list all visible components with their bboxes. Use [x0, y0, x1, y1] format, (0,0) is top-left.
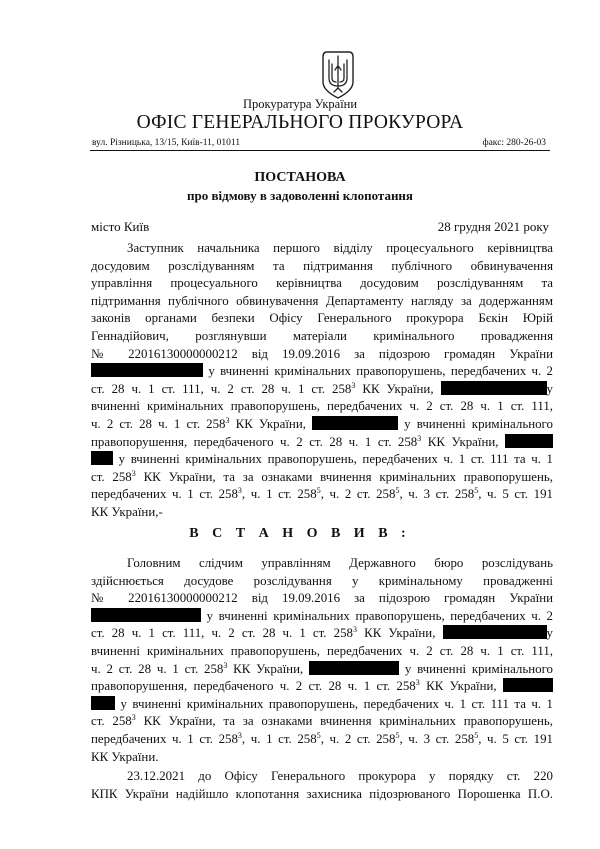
redaction-box: [441, 381, 547, 395]
text-line: ст. $258^3$ КК України, та за ознаками вчинення кримінальних правопорушень,: [91, 713, 553, 729]
text-line: № 22016130000000212 від 19.09.2016 за підозрою громадян України: [91, 591, 553, 606]
office-name: ОФІС ГЕНЕРАЛЬНОГО ПРОКУРОРА: [136, 112, 464, 133]
text-line: КК України,-: [91, 504, 163, 519]
text-line: ст. 28 ч. 1 ст. 111, ч. 2 ст. 28 ч. 1 ст. $258^3$ КК України, у: [91, 625, 553, 641]
text-line: КК України.: [91, 749, 159, 764]
text-line: у вчиненні кримінальних правопорушень, передбачених ч. 2: [91, 608, 553, 626]
office-address: вул. Різницька, 13/15, Київ-11, 01011: [92, 138, 241, 148]
text-line: правопорушення, передбаченого ч. 2 ст. 28 ч. 1 ст. $258^3$ КК України,: [91, 434, 553, 452]
text-line: Заступник начальника першого відділу процесуального керівництва: [127, 241, 553, 255]
text-line: досудовим розслідуванням та підтримання публічного обвинувачення: [91, 258, 553, 273]
org-name: Прокуратура України: [242, 97, 358, 111]
text-line: Геннадійович, розглянувши матеріали кримінального провадження: [91, 328, 553, 343]
header-divider: [90, 150, 550, 151]
text-line: здійснюється досудове розслідування у кримінальному провадженні: [91, 573, 553, 588]
office-fax: факс: 280-26-03: [482, 138, 546, 148]
redaction-box: [443, 625, 547, 639]
text-line: у вчиненні кримінальних правопорушень, передбачених ч. 2: [91, 363, 553, 381]
text-line: управління процесуального керівництва досудовим розслідуванням та: [91, 276, 553, 291]
text-line: вчиненні кримінальних правопорушень, передбачених ч. 2 ст. 28 ч. 1 ст. 111,: [91, 399, 553, 414]
redaction-box: [91, 451, 113, 465]
text-line: ст. $258^3$ КК України, та за ознаками вчинення кримінальних правопорушень,: [91, 468, 553, 484]
text-line: правопорушення, передбаченого ч. 2 ст. 28 ч. 1 ст. $258^3$ КК України,: [91, 678, 553, 696]
document-date: 28 грудня 2021 року: [437, 219, 549, 234]
paragraph-preamble: [91, 240, 553, 522]
text-line: ч. 2 ст. 28 ч. 1 ст. $258^3$ КК України, у вчиненні кримінального: [91, 415, 553, 431]
text-line: підтримання публічного обвинувачення Департаменту нагляду за додержанням: [91, 293, 553, 308]
document-title: ПОСТАНОВА: [254, 170, 346, 185]
text-line: № 22016130000000212 від 19.09.2016 за підозрою громадян України: [91, 346, 553, 361]
paragraph-established: [91, 555, 553, 766]
section-heading: В С Т А Н О В И В :: [189, 526, 411, 541]
text-line: у вчиненні кримінальних правопорушень, передбачених ч. 1 ст. 111 та ч. 1: [91, 696, 553, 714]
redaction-box: [91, 363, 203, 377]
paragraph-motion: [91, 768, 553, 803]
text-line: ст. 28 ч. 1 ст. 111, ч. 2 ст. 28 ч. 1 ст. $258^3$ КК України, у: [91, 380, 553, 396]
text-line: законів органами безпеки Офісу Генерального прокурора Бєкін Юрій: [91, 311, 553, 326]
text-line: Головним слідчим управлінням Державного бюро розслідувань: [127, 556, 553, 570]
text-line: КПК України надійшло клопотання захисника підозрюваного Порошенка П.О.: [91, 786, 553, 801]
text-line: у вчиненні кримінальних правопорушень, передбачених ч. 1 ст. 111 та ч. 1: [91, 451, 553, 469]
redaction-box: [91, 608, 201, 622]
document-subtitle: про відмову в задоволенні клопотання: [187, 188, 413, 203]
text-line: ч. 2 ст. 28 ч. 1 ст. $258^3$ КК України, у вчиненні кримінального: [91, 660, 553, 676]
text-line: передбачених ч. 1 ст. $258^3$, ч. 1 ст. $258^5$, ч. 2 ст. $258^5$, ч. 3 ст. $258^5$, ч. 5 ст. 191: [91, 486, 553, 502]
trident-emblem-icon: [321, 48, 355, 100]
document-city: місто Київ: [91, 219, 150, 234]
text-line: передбачених ч. 1 ст. $258^3$, ч. 1 ст. $258^5$, ч. 2 ст. $258^5$, ч. 3 ст. $258^5$, ч. 5 ст. 191: [91, 730, 553, 746]
redaction-box: [503, 678, 553, 692]
text-line: 23.12.2021 до Офісу Генерального прокурора у порядку ст. 220: [127, 769, 553, 783]
redaction-box: [309, 661, 399, 675]
text-line: вчиненні кримінальних правопорушень, передбачених ч. 2 ст. 28 ч. 1 ст. 111,: [91, 643, 553, 658]
redaction-box: [312, 416, 398, 430]
redaction-box: [91, 696, 115, 710]
redaction-box: [505, 434, 553, 448]
